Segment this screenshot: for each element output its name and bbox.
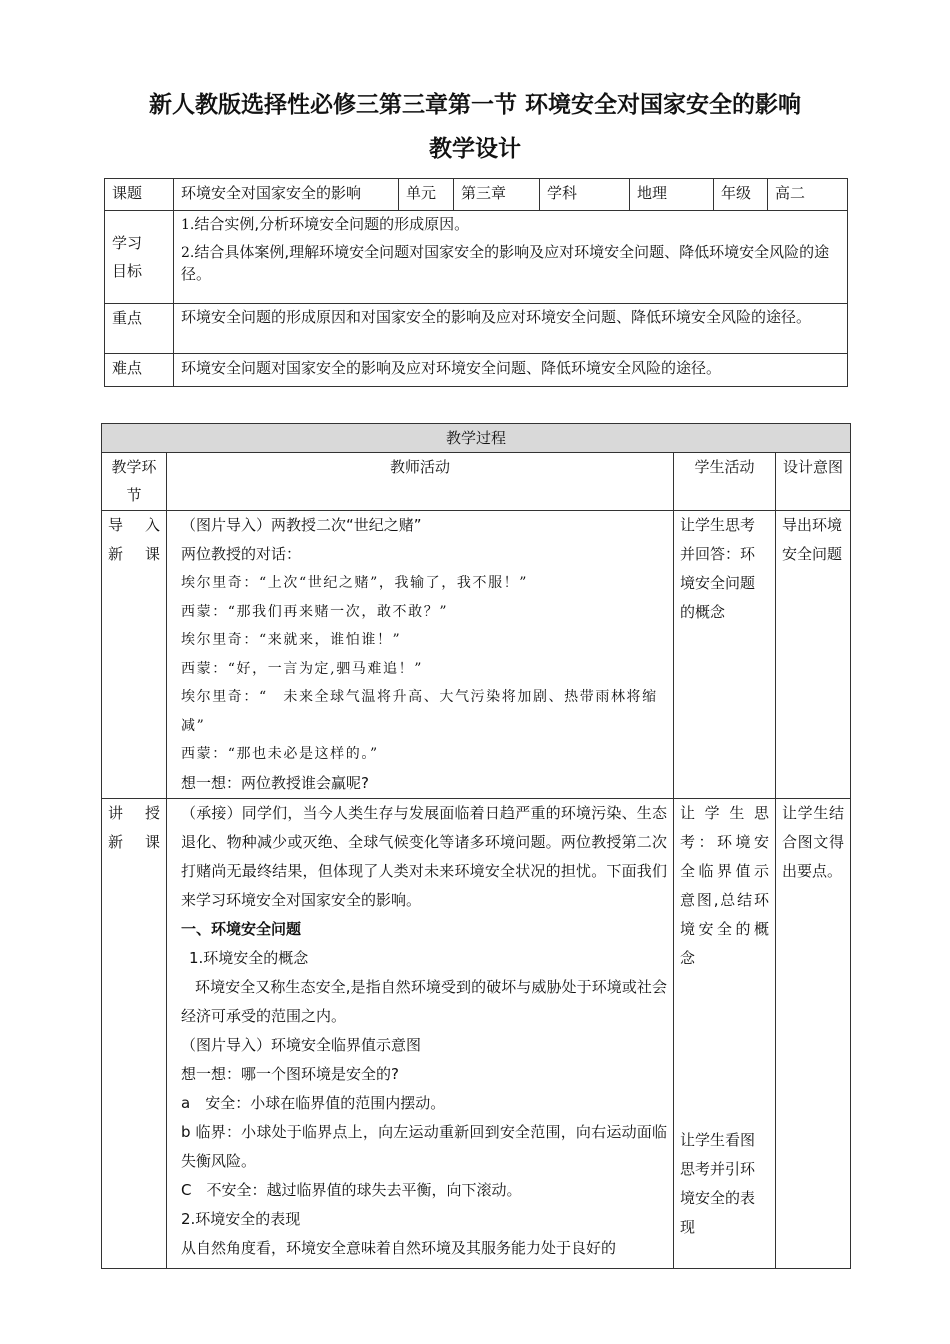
column-student: 学生活动 — [674, 453, 776, 511]
dialog-line-3: 埃尔里奇：“来就来，谁怕谁！” — [181, 632, 402, 648]
grade-value: 高二 — [768, 179, 848, 211]
grade-label: 年级 — [714, 179, 768, 211]
intro-line-2: 两位教授的对话： — [181, 545, 302, 563]
unit-label: 单元 — [399, 179, 454, 211]
intro-student-activity — [674, 511, 776, 799]
lecture-student-text-1: 让学生思考：环境安全临界值示意图,总结环境安全的概念 — [680, 803, 769, 967]
dialog-line-2: 西蒙：“那我们再来赌一次，敢不敢？” — [181, 603, 449, 620]
topic-label: 课题 — [105, 179, 174, 211]
key-points-label: 重点 — [105, 304, 174, 354]
objectives-label-line-2: 目标 — [112, 262, 143, 280]
difficulties-label: 难点 — [105, 354, 174, 387]
subject-value: 地理 — [630, 179, 714, 211]
lecture-paragraph-1: （承接）同学们，当今人类生存与发展面临着日趋严重的环境污染、生态退化、物种减少或灭绝、全球气候变化等诸多环境问题。两位教授第二次打赌尚无最终结果，但体现了人类对未来环境安全状况的担忧。下面我们来学习环境安全对国家安全的影响。 — [181, 803, 667, 909]
document-title-line-1: 新人教版选择性必修三第三章第一节 环境安全对国家安全的影响 — [148, 92, 801, 118]
intro-teacher-activity — [167, 511, 674, 799]
dialog-line-6: 西蒙：“那也未必是这样的。” — [181, 746, 379, 762]
heading-environmental-security: 一、环境安全问题 — [181, 919, 302, 938]
process-header: 教学过程 — [102, 424, 851, 453]
objective-1: 结合实例,分析环境安全问题的形成原因。 — [194, 215, 470, 233]
lecture-stage-label: 讲 授 新课 — [108, 803, 160, 851]
dialog-line-5: 埃尔里奇：“ 未来全球气温将升高、大气污染将加剧、热带雨林将缩减” — [181, 689, 658, 734]
lecture-teacher-activity — [167, 798, 674, 1268]
unit-value: 第三章 — [454, 179, 540, 211]
key-points-value: 环境安全问题的形成原因和对国家安全的影响及应对环境安全问题、降低环境安全风险的途径。 — [174, 304, 848, 354]
intro-line-1: （图片导入）两教授二次“世纪之赌” — [181, 516, 422, 534]
dialog-line-1: 埃尔里奇：“上次“世纪之赌”，我输了，我不服！” — [181, 575, 529, 591]
document-title-line-2: 教学设计 — [429, 136, 521, 162]
column-design: 设计意图 — [776, 453, 851, 511]
teaching-process-table — [101, 423, 851, 1269]
course-info-table — [104, 178, 848, 387]
intro-closing-question: 想一想：两位教授谁会赢呢? — [181, 773, 369, 792]
objectives-label — [105, 211, 174, 304]
objectives-label-line-1: 学习 — [112, 234, 143, 252]
topic-value: 环境安全对国家安全的影响 — [174, 179, 399, 211]
question-text: 想一想：哪一个图环境是安全的? — [181, 1064, 399, 1083]
column-stage: 教学环节 — [102, 453, 167, 511]
subject-label: 学科 — [540, 179, 630, 211]
intro-stage-label: 导 入 新课 — [108, 516, 160, 563]
objective-2-number: 2. — [181, 245, 195, 261]
item-b: b 临界：小球处于临界点上，向左运动重新回到安全范围，向右运动面临失衡风险。 — [181, 1122, 667, 1170]
lecture-design-intent — [776, 798, 851, 1268]
figure-intro: （图片导入）环境安全临界值示意图 — [181, 1035, 422, 1054]
definition-text: 环境安全又称生态安全,是指自然环境受到的破坏与威胁处于环境或社会经济可承受的范围之内。 — [181, 977, 667, 1025]
lecture-student-text-2: 让学生看图思考并引环境安全的表现 — [680, 1130, 756, 1236]
objective-2: 结合具体案例,理解环境安全问题对国家安全的影响及应对环境安全问题、降低环境安全风险的途径。 — [181, 243, 830, 283]
column-teacher: 教师活动 — [167, 453, 674, 511]
intro-design-text: 导出环境安全问题 — [782, 516, 843, 563]
subheading-concept: 1.环境安全的概念 — [189, 948, 309, 967]
lecture-student-activity — [674, 798, 776, 1268]
objective-1-number: 1. — [181, 217, 195, 233]
difficulties-value: 环境安全问题对国家安全的影响及应对环境安全问题、降低环境安全风险的途径。 — [174, 354, 848, 387]
intro-design-intent — [776, 511, 851, 799]
intro-stage — [102, 511, 167, 799]
item-a: a 安全：小球在临界值的范围内摆动。 — [181, 1093, 446, 1112]
natural-view-text: 从自然角度看，环境安全意味着自然环境及其服务能力处于良好的 — [181, 1238, 617, 1257]
dialog-line-4: 西蒙：“好，一言为定,驷马难追！” — [181, 660, 423, 677]
subheading-manifestation: 2.环境安全的表现 — [181, 1209, 301, 1228]
objectives-content — [174, 211, 848, 304]
intro-student-text: 让学生思考并回答：环境安全问题的概念 — [680, 516, 756, 621]
item-c: C 不安全：越过临界值的球失去平衡，向下滚动。 — [181, 1180, 522, 1199]
lecture-stage — [102, 798, 167, 1268]
lecture-design-text: 让学生结合图文得出要点。 — [782, 803, 845, 880]
